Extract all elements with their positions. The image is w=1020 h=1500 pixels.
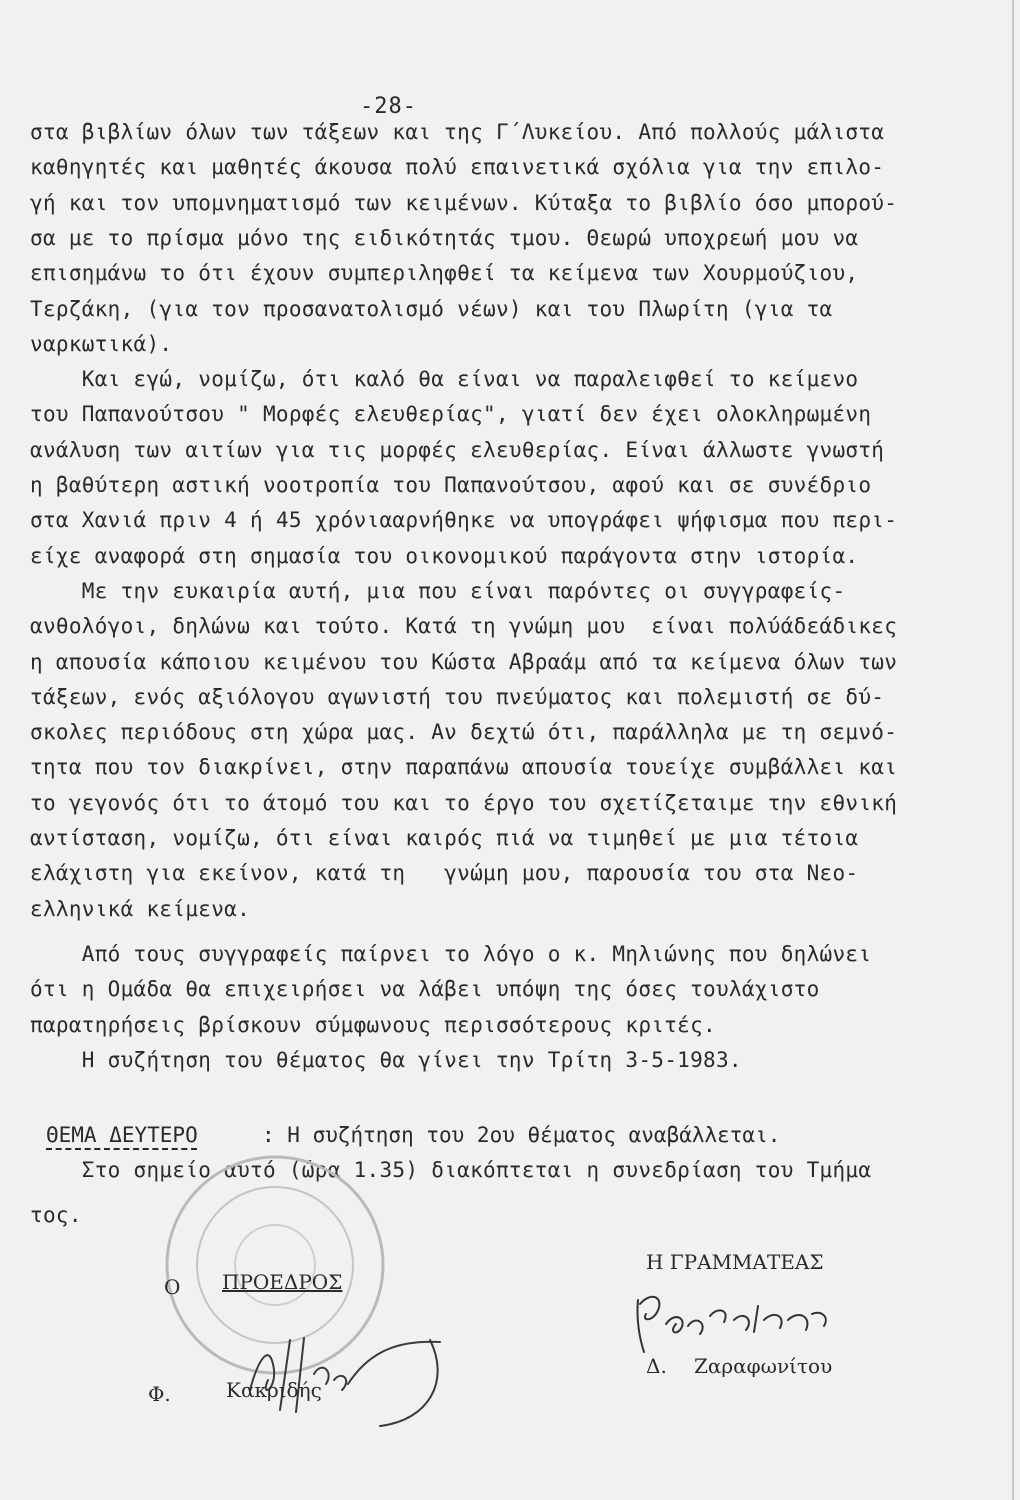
secretary-name: Ζαραφωνίτου xyxy=(694,1354,833,1378)
text-line: ανθολόγοι, δηλώνω και τούτο. Κατά τη γνώμη μου είναι πολύάδεάδικες xyxy=(30,614,898,639)
text-line: Η συζήτηση του θέματος θα γίνει την Τρίτη 3-5-1983. xyxy=(30,1047,742,1072)
text-line: καθηγητές και μαθητές άκουσα πολύ επαινετικά σχόλια για την επιλο- xyxy=(30,155,885,180)
president-title: ΠΡΟΕΔΡΟΣ xyxy=(222,1270,343,1294)
closing-line: τος. xyxy=(30,1203,82,1227)
secretary-signature xyxy=(626,1280,836,1360)
text-line: Με την ευκαιρία αυτή, μια που είναι παρόντες οι συγγραφείς- xyxy=(30,578,846,603)
text-line: τητα που τον διακρίνει, στην παραπάνω απουσία τουείχε συμβάλλει και xyxy=(30,755,898,780)
text-line: του Παπανούτσου " Μορφές ελευθερίας", γιατί δεν έχει ολοκληρωμένη xyxy=(30,402,872,427)
text-line: είχε αναφορά στη σημασία του οικονομικού παράγοντα στην ιστορία. xyxy=(30,543,859,568)
president-name: Κακριδής xyxy=(226,1378,322,1402)
text-line: Τερζάκη, (για τον προσανατολισμό νέων) και του Πλωρίτη (για τα xyxy=(30,296,833,321)
text-line: γή και τον υπομνηματισμό των κειμένων. Κύταξα το βιβλίο όσο μπορού- xyxy=(30,190,898,215)
president-initial: Φ. xyxy=(148,1382,171,1406)
text-line: η βαθύτερη αστική νοοτροπία του Παπανούτσου, αφού και σε συνέδριο xyxy=(30,473,872,497)
closing-line: Στο σημείο αυτό (ώρα 1.35) διακόπτεται η συνεδρίαση του Τμήμα xyxy=(30,1158,872,1182)
text-line: ανάλυση των αιτίων για τις μορφές ελευθερίας. Είναι άλλωστε γνωστή xyxy=(30,437,885,462)
president-article: Ο xyxy=(164,1275,181,1299)
text-line: αντίσταση, νομίζω, ότι είναι καιρός πιά να τιμηθεί με μια τέτοια xyxy=(30,826,859,850)
text-line: το γεγονός ότι το άτομό του και το έργο του σχετίζεταιμε την εθνική xyxy=(30,790,898,815)
theme-two-heading: ΘΕΜΑ ΔΕΥΤΕΡΟ xyxy=(46,1123,198,1147)
theme-two-text: : Η συζήτηση του 2ου θέματος αναβάλλεται. xyxy=(262,1123,781,1147)
text-line: τάξεων, ενός αξιόλογου αγωνιστή του πνεύματος και πολεμιστή σε δύ- xyxy=(30,684,885,709)
page-number: -28- xyxy=(360,94,417,119)
text-line: σα με το πρίσμα μόνο της ειδικότητάς τμου. Θεωρώ υποχρεωή μου να xyxy=(30,225,859,250)
secretary-title: Η ΓΡΑΜΜΑΤΕΑΣ xyxy=(646,1250,824,1274)
text-line: ελληνικά κείμενα. xyxy=(30,896,251,921)
page-edge xyxy=(1012,0,1014,1500)
text-line: ελάχιστη για εκείνον, κατά τη γνώμη μου, παρουσία του στα Νεο- xyxy=(30,861,859,886)
text-line: στα Χανιά πριν 4 ή 45 χρόνιααρνήθηκε να υπογράφει ψήφισμα που περι- xyxy=(30,508,898,533)
text-line: στα βιβλίων όλων των τάξεων και της Γ΄Λυκείου. Από πολλούς μάλιστα xyxy=(30,120,885,144)
president-signature xyxy=(230,1320,460,1430)
text-line: ότι η Ομάδα θα επιχειρήσει να λάβει υπόψη της όσες τουλάχιστο xyxy=(30,977,820,1002)
text-line: η απουσία κάποιου κειμένου του Κώστα Αβραάμ από τα κείμενα όλων των xyxy=(30,649,898,674)
text-line: σκολες περιόδους στη χώρα μας. Αν δεχτώ ότι, παράλληλα με τη σεμνό- xyxy=(30,720,898,745)
text-line: ναρκωτικά). xyxy=(30,331,173,356)
text-line: επισημάνω το ότι έχουν συμπεριληφθεί τα κείμενα των Χουρμούζιου, xyxy=(30,261,859,286)
text-line: Από τους συγγραφείς παίρνει το λόγο ο κ. Μηλιώνης που δηλώνει xyxy=(30,941,872,966)
text-line: Και εγώ, νομίζω, ότι καλό θα είναι να παραλειφθεί το κείμενο xyxy=(30,367,859,392)
secretary-initial: Δ. xyxy=(646,1354,667,1378)
text-line: παρατηρήσεις βρίσκουν σύμφωνους περισσότερους κριτές. xyxy=(30,1012,716,1037)
